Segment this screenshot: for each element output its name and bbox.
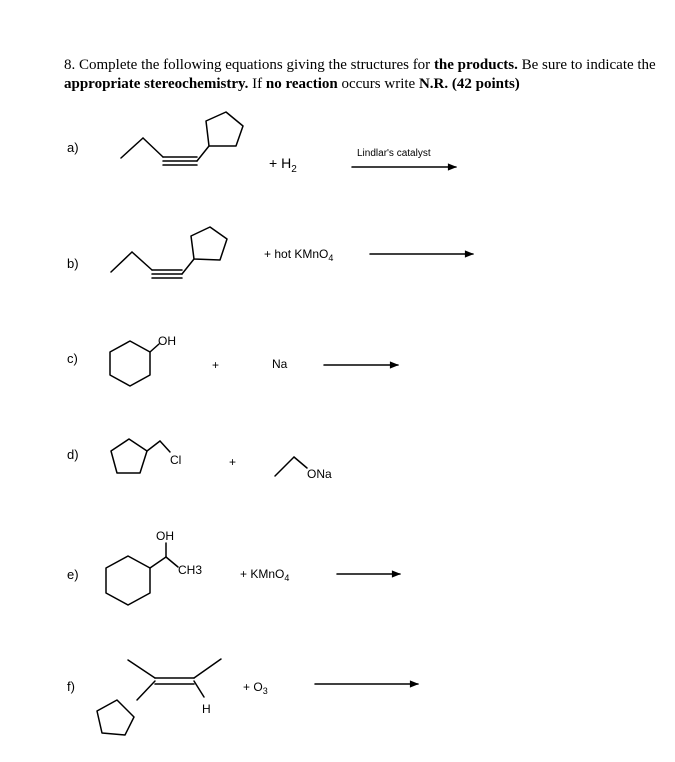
part-a-molecule [121, 112, 243, 165]
part-b-reagent: + hot KMnO$_4$ [264, 247, 334, 263]
part-c-group: OH [158, 334, 176, 348]
part-d-molecule [111, 439, 170, 473]
part-e-reagent: + KMnO$_4$ [240, 567, 290, 583]
question-part-2: Be sure to indicate the [521, 57, 656, 73]
part-a-reagent: + $H_2$ [269, 155, 297, 175]
part-c-molecule [110, 341, 159, 386]
question-bold-nr: N.R. [418, 76, 449, 92]
part-f-label: f) [67, 679, 75, 694]
part-d-label: d) [67, 447, 79, 462]
part-a-condition: Lindlar's catalyst [357, 148, 431, 159]
part-d-reagent: ONa [307, 467, 332, 481]
part-e-molecule [106, 543, 178, 605]
part-b-molecule [111, 227, 227, 278]
part-c-label: c) [67, 351, 78, 366]
question-bold-products: the products. [433, 57, 518, 73]
part-f-molecule [97, 659, 221, 735]
part-d-plus: + [229, 455, 237, 469]
part-e-group-ch3: CH3 [178, 563, 203, 577]
part-f-group: H [202, 702, 211, 716]
part-e-label: e) [67, 567, 79, 582]
question-bold-points: (42 points) [451, 76, 520, 92]
question-part-1: Complete the following equations giving the structures for [79, 57, 431, 73]
question-bold-no-reaction: no reaction [265, 76, 338, 92]
question-part-4: occurs write [341, 76, 416, 92]
part-a-label: a) [67, 140, 79, 155]
part-c-reagent: Na [272, 357, 288, 371]
question-number: 8. [64, 57, 76, 73]
question-part-3: If [252, 76, 263, 92]
part-c-plus: + [212, 358, 220, 372]
question-bold-stereo: appropriate stereochemistry. [64, 76, 249, 92]
part-d-group: Cl [170, 453, 182, 467]
part-d-ethoxide [275, 457, 307, 476]
part-e-group-oh: OH [156, 529, 174, 543]
part-b-label: b) [67, 256, 79, 271]
part-f-reagent: + $O_3$ [243, 680, 268, 696]
